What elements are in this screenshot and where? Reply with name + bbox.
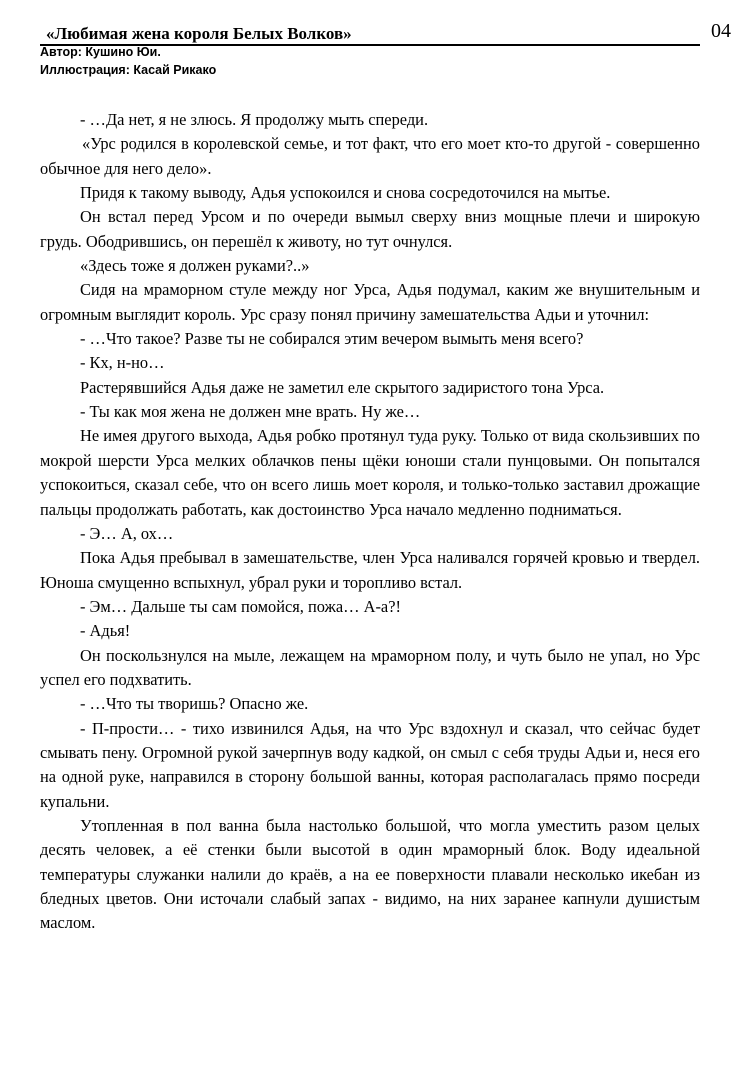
paragraph: - Ты как моя жена не должен мне врать. Ну же… bbox=[80, 402, 421, 422]
paragraph: Сидя на мраморном стуле между ног Урса, Адья подумал, каким же внушительным и огромным выглядит король. Урс сразу понял причину замешательства Адьи и уточнил: bbox=[40, 280, 700, 324]
illustrator-line: Иллюстрация: Касай Рикако bbox=[40, 63, 217, 77]
paragraph: - Э… А, ох… bbox=[80, 523, 174, 543]
paragraph: - Эм… Дальше ты сам помойся, пожа… А-а?! bbox=[80, 596, 401, 616]
paragraph: - …Что такое? Разве ты не собирался этим вечером вымыть меня всего? bbox=[80, 329, 584, 349]
paragraph: Не имея другого выхода, Адья робко протянул туда руку. Только от вида скользивших по мокрой шерсти Урса мелких облачков пены щёки юноши стали пунцовыми. Он попытался успокоиться, сказал себе, что он всего лишь моет короля, и только-только заставил дрожащие пальцы продолжать работать, как достоинство Урса начало медленно подниматься. bbox=[40, 426, 700, 519]
paragraph: Утопленная в пол ванна была настолько большой, что могла уместить разом целых десять человек, а её стенки были высотой в один мраморный блок. Воду идеальной температуры служанки налили до краёв, а на ее поверхности плавали несколько икебан из бледных цветов. Они источали слабый запах - видимо, на них заранее капнули душистым маслом. bbox=[40, 815, 700, 933]
paragraph: - Кх, н-но… bbox=[80, 353, 165, 373]
paragraph: - …Да нет, я не злюсь. Я продолжу мыть спереди. bbox=[80, 110, 429, 129]
paragraph: - Адья! bbox=[80, 621, 131, 641]
paragraph: «Урс родился в королевской семье, и тот факт, что его моет кто-то другой - совершенно обычное для него дело». bbox=[40, 134, 700, 178]
paragraph: Пока Адья пребывал в замешательстве, член Урса наливался горячей кровью и твердел. Юноша смущенно вспыхнул, убрал руки и торопливо встал. bbox=[40, 548, 700, 592]
paragraph: - …Что ты творишь? Опасно же. bbox=[80, 694, 309, 714]
paragraph: Он поскользнулся на мыле, лежащем на мраморном полу, и чуть было не упал, но Урс успел его подхватить. bbox=[40, 645, 700, 689]
page-number: 04 bbox=[711, 20, 731, 42]
paragraph: «Здесь тоже я должен руками?..» bbox=[80, 256, 310, 276]
header-rule bbox=[40, 22, 700, 46]
paragraph: Он встал перед Урсом и по очереди вымыл сверху вниз мощные плечи и широкую грудь. Ободрившись, он перешёл к животу, но тут очнулся. bbox=[40, 207, 700, 251]
author-line: Автор: Кушино Юи. bbox=[40, 45, 161, 59]
paragraph: Растерявшийся Адья даже не заметил еле скрытого задиристого тона Урса. bbox=[80, 377, 605, 397]
page-header bbox=[40, 22, 700, 46]
body-text bbox=[40, 108, 700, 936]
book-title: «Любимая жена короля Белых Волков» bbox=[46, 24, 352, 43]
paragraph: Придя к такому выводу, Адья успокоился и снова сосредоточился на мытье. bbox=[80, 183, 611, 203]
paragraph: - П-прости… - тихо извинился Адья, на что Урс вздохнул и сказал, что сейчас будет смывать пену. Огромной рукой зачерпнув воду кадкой, он смыл с себя труды Адьи и, неся его на одной руке, направился в сторону большой ванны, которая располагалась прямо посреди купальни. bbox=[40, 718, 700, 811]
